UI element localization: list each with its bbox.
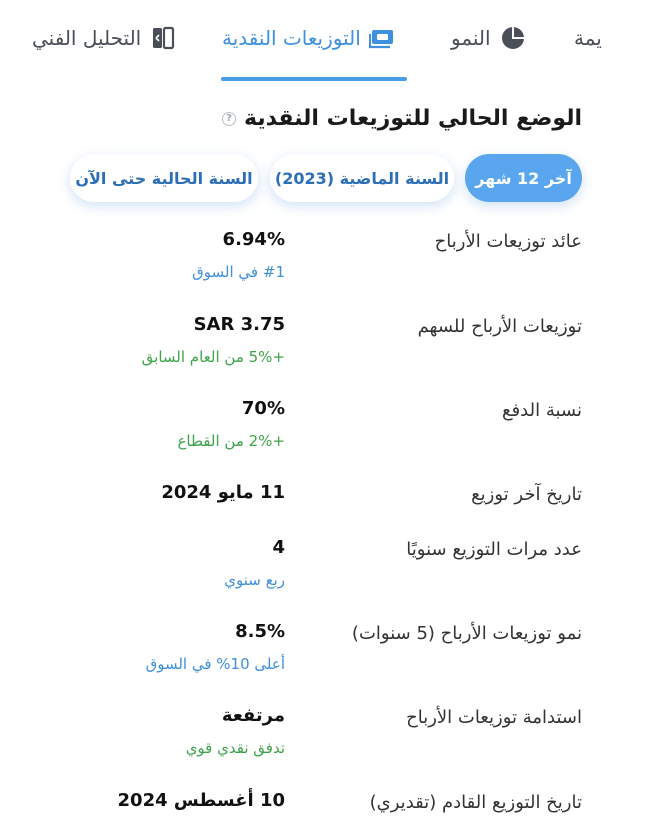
metric-label: عدد مرات التوزيع سنويًا — [406, 539, 582, 560]
metric-value: SAR 3.75 — [193, 314, 285, 335]
metric-label: استدامة توزيعات الأرباح — [406, 707, 582, 728]
tab-valuation[interactable] — [574, 18, 602, 58]
pie-chart-icon — [501, 26, 525, 50]
metric-value: مرتفعة — [221, 705, 285, 726]
metric-value: 6.94% — [222, 229, 285, 250]
metric-label: توزيعات الأرباح للسهم — [417, 316, 582, 337]
metric-note: +2% من القطاع — [177, 432, 285, 450]
help-icon[interactable]: ? — [222, 112, 236, 126]
metric-note: تدفق نقدي قوي — [185, 739, 285, 757]
active-tab-indicator — [221, 77, 407, 81]
tab-technical-analysis[interactable] — [32, 18, 175, 58]
metric-label: عائد توزيعات الأرباح — [434, 231, 582, 252]
pill-label: السنة الحالية حتى الآن — [75, 168, 253, 188]
metric-note: #1 في السوق — [192, 263, 285, 281]
tab-label: التحليل الفني — [32, 26, 142, 50]
tab-dividends[interactable] — [222, 18, 395, 58]
split-screen-icon — [151, 26, 175, 50]
metric-value: 10 أغسطس 2024 — [117, 790, 285, 811]
section-title-text: الوضع الحالي للتوزيعات النقدية — [244, 106, 582, 131]
pill-label: آخر 12 شهر — [475, 168, 572, 188]
section-title — [222, 106, 582, 131]
tab-label: التوزيعات النقدية — [222, 26, 361, 50]
metric-label: تاريخ آخر توزيع — [471, 484, 582, 505]
metric-value: 4 — [272, 537, 285, 558]
metric-value: 8.5% — [235, 621, 285, 642]
period-last-12-months[interactable] — [465, 154, 582, 202]
tab-bar — [0, 0, 672, 82]
tab-label: النمو — [451, 26, 491, 50]
metric-label: نسبة الدفع — [502, 400, 582, 421]
period-year-to-date[interactable] — [70, 154, 258, 202]
metric-note: +5% من العام السابق — [141, 348, 285, 366]
metric-note: ربع سنوي — [224, 571, 285, 589]
metric-value: 11 مايو 2024 — [161, 482, 285, 503]
period-last-year[interactable] — [270, 154, 454, 202]
metric-value: 70% — [241, 398, 285, 419]
metric-note: أعلى 10% في السوق — [145, 655, 285, 673]
cash-icon — [371, 26, 395, 50]
tab-label: يمة — [574, 26, 602, 50]
metric-label: نمو توزيعات الأرباح (5 سنوات) — [351, 623, 582, 644]
pill-label: السنة الماضية (2023) — [274, 168, 450, 188]
metric-label: تاريخ التوزيع القادم (تقديري) — [369, 792, 582, 813]
tab-growth[interactable] — [451, 18, 525, 58]
